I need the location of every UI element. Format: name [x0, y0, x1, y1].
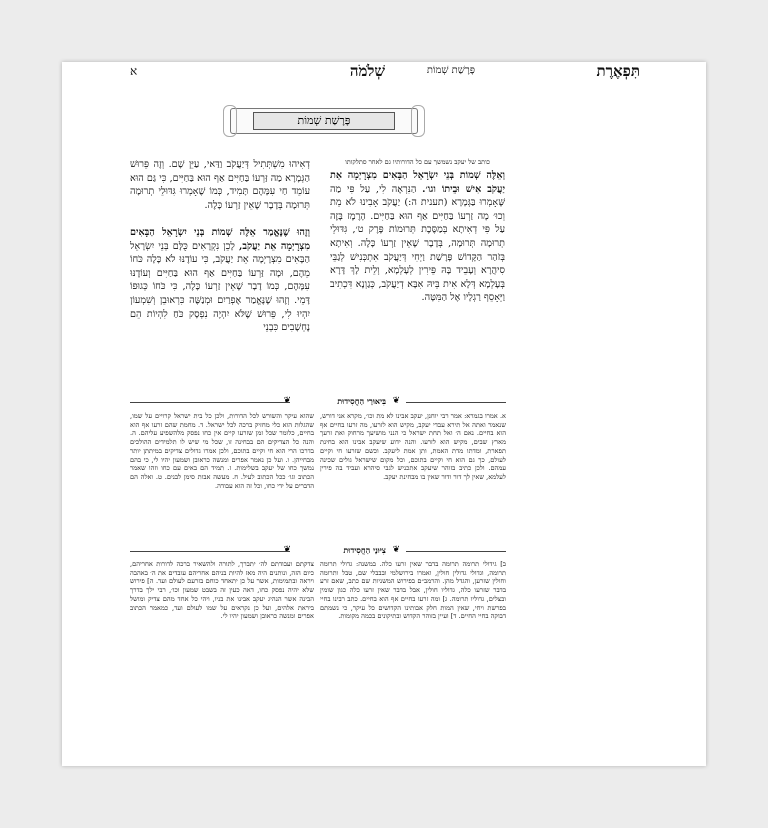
tziyunei-text-left: צדקתם ועבודתם לה׳ יתברך, לתורה ולהשאיר ברכה לדורות אחריהם, כיום הזה, ונותנים היה מאז להיות בניהם אחריהם עובדים את ה׳ באהבה ויראה ובתמימות, אשר על כן יתאחד כוחם בזרעם לעולם ועד. ה] פירוש שלא יהיה נפסק כחו, דאה כעין זה בשבט שמעון וכו׳, רבי ילך בדרך הבינה אשר הנהיג יעקב אבינו את בניו, ויהי כל אחד מהם צדיק ומושל ביראת אלהים, ועל כן נקראים על שמו לעולם ועד, כמאמר הכתוב אפרים ומנשה כראובן ושמעון יהיו לי. — [130, 560, 314, 621]
main-text-left-2: לָכֵן נִקְרָאִים כֻּלָּם בְּנֵי יִשְׂרָאֵל הַבָּאִים מִצְרָיְמָה אֵת יַעֲקֹב, כִּי עוֹדֶנּוּ לֹא כָּלָה כֹּחוֹ מֵהֶם, וּמָה זַּרְעוֹ בַּחַיִּים אַף הוּא בַּחַיִּים וְעוֹדֶנּוּ עִמָּהֶם, כְּמוֹ דָבָר שֶׁאֵין זַרְעוֹ כָּלֶה, כִּי כֹּחוֹ כְּגוּפוֹ דָּמֵי. וְזֶהוּ שֶׁנֶּאֱמַר אֶפְרַיִם וּמְנַשֶּׁה כִּרְאוּבֵן וְשִׁמְעוֹן יִהְיוּ לִי, פֵּרוּשׁ שֶׁלֹּא יִהְיֶה נִפְסָק כֹּחַ לִהְיוֹת הֵם נֶחְשָׁבִים כִּבְנֵי — [130, 240, 310, 334]
main-text-left: דְאִיהוּ מִשְׁתְּתִיל דְּיַעֲקֹב וַדַּאי, עַיֵּן שָׁם. וְזֶה פֵּרוּשׁ הַגְּמָרָא מַה זַּרְעוֹ בַּחַיִּים אַף הוּא בַּחַיִּים, כִּי גַּם הוּא עוֹמֵד חַי עִמָּהֶם תָּמִיד, כְּמוֹ שֶׁאָמְרוּ גִּדּוּלֵי תְרוּמָה תְּרוּמָה בְּדָבָר שֶׁאֵין זַרְעוֹ כָּלֶה. — [130, 159, 310, 211]
parsha-banner-label: פָּרָשַׁת שְׁמוֹת — [253, 112, 395, 130]
header-title-right: תִּפְאֶרֶת — [596, 62, 640, 80]
main-text-left-column — [130, 158, 310, 398]
main-text-right: הַנִּרְאֶה לִי, עַל פִּי מַה שֶּׁאָמְרוּ בַּגְּמָרָא (תענית ה:) יַעֲקֹב אָבִינוּ לֹא מֵת וְכוּ׳ מָה זַרְעוֹ בַּחַיִּים אַף הוּא בַּחַיִּים. הָרֶמֶז בָּזֶה עַל פִּי דְאִיתָא בְּמַסֶּכֶת תְּרוּמוֹת פֶּרֶק ט׳, גִּדּוּלֵי תְרוּמָה תְּרוּמָה, בְּדָבָר שֶׁאֵין זַרְעוֹ כָּלֶה. וְאִיתָא בְּזֹהַר הַקָּדוֹשׁ פָּרָשַׁת וַיְחִי דְּיַעֲקֹב אִתְכְּנִישׁ לְגַבֵּי סִיהֲרָא וְעָבֵיד בָּהּ פֵּירִין לְעָלְמָא, וְלֵית לָךְ דָּרָא בְּעָלְמָא דְּלָא אִית בֵּיהּ אִבָּא דְיַעֲקֹב, כְּגַוְנָא דִּכְתִיב וַיֵּאָסֵף רַגְלָיו אֶל הַמִּטָּה. — [330, 183, 505, 304]
section-label-tziyunei: צִיּוּנֵי הַחֲסִידוּת — [343, 545, 386, 555]
tziyunei-right-column — [320, 560, 506, 685]
tziyunei-text-right: ב] גידולי תרומה תרומה בדבר שאין זרעו כלה. במשנה: גדולי תרומה תרומה, וגדולי גדולין חולין, ואמרו בירושלמי ובבבלי שם, טבל ותרומה וחולין שזרען, והגדל מהן. והרמב״ם בפירוש המשניות שם כתב, שאם זרע בדבר שזרעו כלה, גדוליו חולין, אבל בדבר שאין זרעו כלה כגון שומין ובצלים, גדוליו תרומה. ג] ומה זרעו בחיים אף הוא בחיים. כתב רבינו בחיי בפרשת ויחי, שאין המות חלק אבותינו הקדושים כל עיקר, כי נשמתם דבוקה בחיי החיים. ד] ועיין בזוהר הקדוש ובתיקונים בכמה מקומות. — [320, 560, 506, 621]
section-label-biurei: בִּיאוּרֵי הַחֲסִידוּת — [337, 396, 386, 406]
ornament-icon: ❦ — [283, 545, 291, 555]
section-divider-tziyunei — [130, 545, 506, 557]
pre-note: כותב של יעקב נשמשך עם כל הדורותיו גם לאחר סתלקותו — [345, 158, 490, 166]
page-number: א — [130, 64, 138, 78]
parsha-banner — [230, 108, 418, 134]
tziyunei-left-column — [130, 560, 314, 685]
main-text-right-column — [330, 158, 505, 398]
main-lead-phrase-2: וְזֶהוּ שֶׁנֶּאֱמַר אֵלֶּה שְׁמוֹת בְּנֵי יִשְׂרָאֵל הַבָּאִים מִצְרָיְמָה אֵת יַעֲקֹב, — [130, 226, 310, 252]
ornament-icon: ❦ — [392, 545, 400, 555]
biurei-right-column — [320, 412, 506, 542]
header-parsha: פָּרָשַׁת שְׁמוֹת — [426, 65, 475, 76]
biurei-text-right: א. אמרו בגמרא: אמר רבי יוחנן, יעקב אבינו לא מת וכו׳, מקרא אני דורש, שנאמר ואתה אל תירא עבדי יעקב, מקיש הוא לזרעו, מה זרעו בחיים אף הוא בחיים. נאם ה׳ ואל תחת ישראל כי הנני מושיעך מרחוק ואת זרעך מארץ שבים, מקיש הוא לזרעו. והנה ידוע שיעקב אבינו הוא בחינת תפארת, ומדתו מדת האמת, ותן אמת ליעקב. וכשם שזרעו חי וקיים לעולם, כך גם הוא חי וקיים בתוכם, וכל מקום שישראל גולים שכינה עמהם. ולכן כתיב בזוהר שיעקב אתכניש לגבי סיהרא ועביד בה פירין לעלמא, שאין לך דור ודור שאין בו מבחינת יעקב. — [320, 412, 506, 481]
ornament-icon: ❦ — [392, 396, 400, 406]
biurei-text-left: שהוא עיקר והשורש לכל הדורות, ולכן כל בית ישראל קרויים על שמו, שהגלות הוא כלי מחזיק ברכה לכל ישראל. ד. מחמת שהם זרעו אף הוא בחיים, כלומר שכל זמן שזרעו קיים אין כחו נפסק מלהשפיע עליהם. ה. והנה כל הצדיקים הם בבחינה זו, שכל מי שיש לו תלמידים ההולכים בדרכו הרי הוא חי וקיים בתוכם, ולכן אמרו גדולים צדיקים במיתתן יותר מבחייהן. ו. ועל כן נאמר אפרים ומנשה כראובן ושמעון יהיו לי, כי בהם נמשך כחו של יעקב בשלימות. ז. תמיד הם באים עם כחו וזהו שאמר הכתוב וגו׳ ככל הכתוב לעיל. ח. מעשה אבות סימן לבנים. ט. ואלה הם הדברים על ידי כחו, וכל זה הוא עבודה. — [130, 412, 314, 490]
running-header — [130, 62, 640, 80]
ornament-icon: ❦ — [283, 396, 291, 406]
header-title-left: שְׁלֹמֹה — [349, 62, 385, 80]
biurei-left-column — [130, 412, 314, 542]
main-lead-phrase: וְאֵלֶּה שְׁמוֹת בְּנֵי יִשְׂרָאֵל הַבָּאִים מִצְרָיְמָה אֵת יַעֲקֹב אִישׁ וּבֵיתוֹ וגו׳. — [330, 170, 505, 195]
section-divider-biurei — [130, 396, 506, 408]
